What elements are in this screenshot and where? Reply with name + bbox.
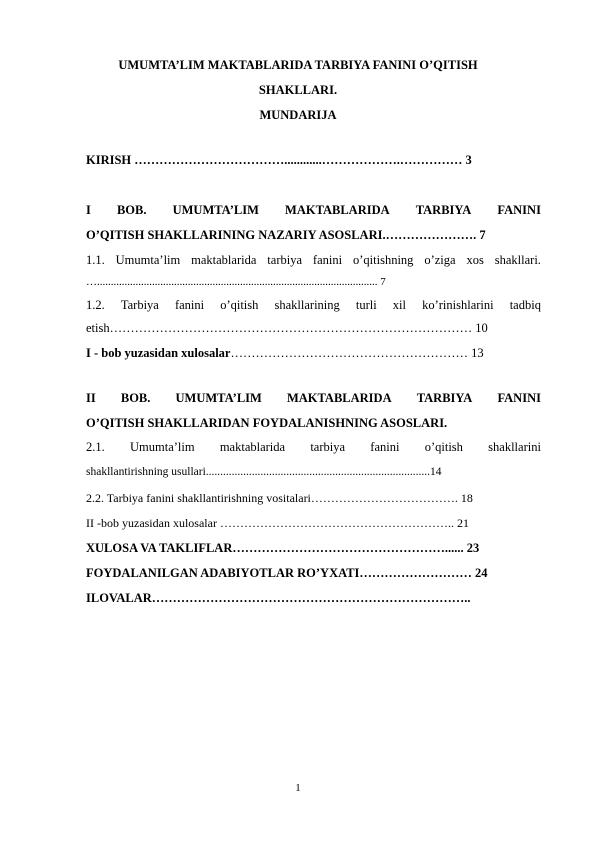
toc-word: fanini [312, 253, 343, 267]
toc-word: o’ziga [424, 253, 456, 267]
toc-summary-label: I - bob yuzasidan xulosalar [86, 346, 231, 360]
toc-word: xos [466, 253, 484, 267]
toc-word: shakllarini [488, 440, 541, 454]
toc-word: BOB. [120, 391, 151, 405]
toc-word: I [86, 203, 91, 217]
toc-chapter-1-line-2: O’QITISH SHAKLLARINING NAZARIY ASOSLARI.…………………. 7 [86, 228, 486, 242]
toc-word: o’qitish [424, 440, 463, 454]
toc-chapter-2-summary: II -bob yuzasidan xulosalar ………………………………………………….. 21 [86, 516, 469, 530]
toc-word: BOB. [116, 203, 147, 217]
toc-word: TARBIYA [415, 203, 472, 217]
toc-word: xil [392, 298, 406, 312]
toc-word: fanini [174, 298, 205, 312]
toc-section-2-2: 2.2. Tarbiya fanini shakllantirishning vositalari………………………………. 18 [86, 491, 473, 505]
toc-section-1-1-line-1 [86, 253, 541, 268]
toc-word: maktablarida [219, 440, 286, 454]
toc-chapter-1-summary [86, 346, 484, 361]
contents-heading: MUNDARIJA [259, 108, 337, 122]
toc-word: FANINI [497, 203, 541, 217]
toc-word: shakllarining [274, 298, 340, 312]
toc-chapter-1-line-1 [86, 203, 541, 218]
toc-section-2-1-line-2: shakllantirishning usullari..............................................................................14 [86, 466, 442, 478]
toc-word: tarbiya [310, 440, 346, 454]
toc-section-1-1-line-2: …...................................................................................................... 7 [86, 276, 386, 288]
toc-summary-leader: ………………………………………………… 13 [230, 346, 484, 360]
toc-word: Tarbiya [120, 298, 159, 312]
toc-word: FANINI [497, 391, 541, 405]
toc-word: UMUMTA’LIM [175, 391, 262, 405]
toc-word: tarbiya [267, 253, 303, 267]
toc-word: shakllari. [494, 253, 541, 267]
document-title-line-1: UMUMTA’LIM MAKTABLARIDA TARBIYA FANINI O’QITISH [118, 58, 478, 72]
toc-word: II [86, 391, 96, 405]
toc-word: o’qitish [220, 298, 259, 312]
toc-word: Umumta’lim [115, 253, 181, 267]
toc-word: 1.2. [86, 298, 105, 312]
page-number: 1 [295, 782, 301, 794]
toc-word: tadbiq [509, 298, 541, 312]
toc-word: UMUMTA’LIM [172, 203, 259, 217]
toc-word: fanini [370, 440, 400, 454]
toc-chapter-2-line-1 [86, 391, 541, 406]
toc-section-2-1-line-1 [86, 440, 541, 455]
toc-chapter-2-line-2: O’QITISH SHAKLLARIDAN FOYDALANISHNING ASOSLARI. [86, 416, 448, 430]
toc-word: MAKTABLARIDA [285, 203, 390, 217]
toc-word: maktablarida [191, 253, 257, 267]
toc-entry-ilovalar: ILOVALAR………………………………………………………………….. [86, 591, 471, 605]
document-title-line-2: SHAKLLARI. [258, 83, 338, 97]
toc-word: 2.1. [86, 440, 105, 454]
toc-entry-adabiyotlar: FOYDALANILGAN ADABIYOTLAR RO’YXATI……………………… 24 [86, 566, 488, 580]
toc-word: TARBIYA [416, 391, 473, 405]
toc-word: o’qitishning [353, 253, 414, 267]
toc-word: MAKTABLARIDA [286, 391, 392, 405]
toc-word: ko’rinishlarini [422, 298, 494, 312]
toc-section-1-2-line-1 [86, 298, 541, 313]
toc-section-1-2-line-2: etish…………………………………………………………………………… 10 [86, 321, 488, 335]
toc-word: turli [355, 298, 377, 312]
toc-entry-kirish: KIRISH ………………………………............……………….…………… 3 [86, 153, 472, 167]
toc-word: 1.1. [86, 253, 105, 267]
toc-entry-xulosa: XULOSA VA TAKLIFLAR……………………………………………...... 23 [86, 541, 480, 555]
toc-word: Umumta’lim [130, 440, 195, 454]
